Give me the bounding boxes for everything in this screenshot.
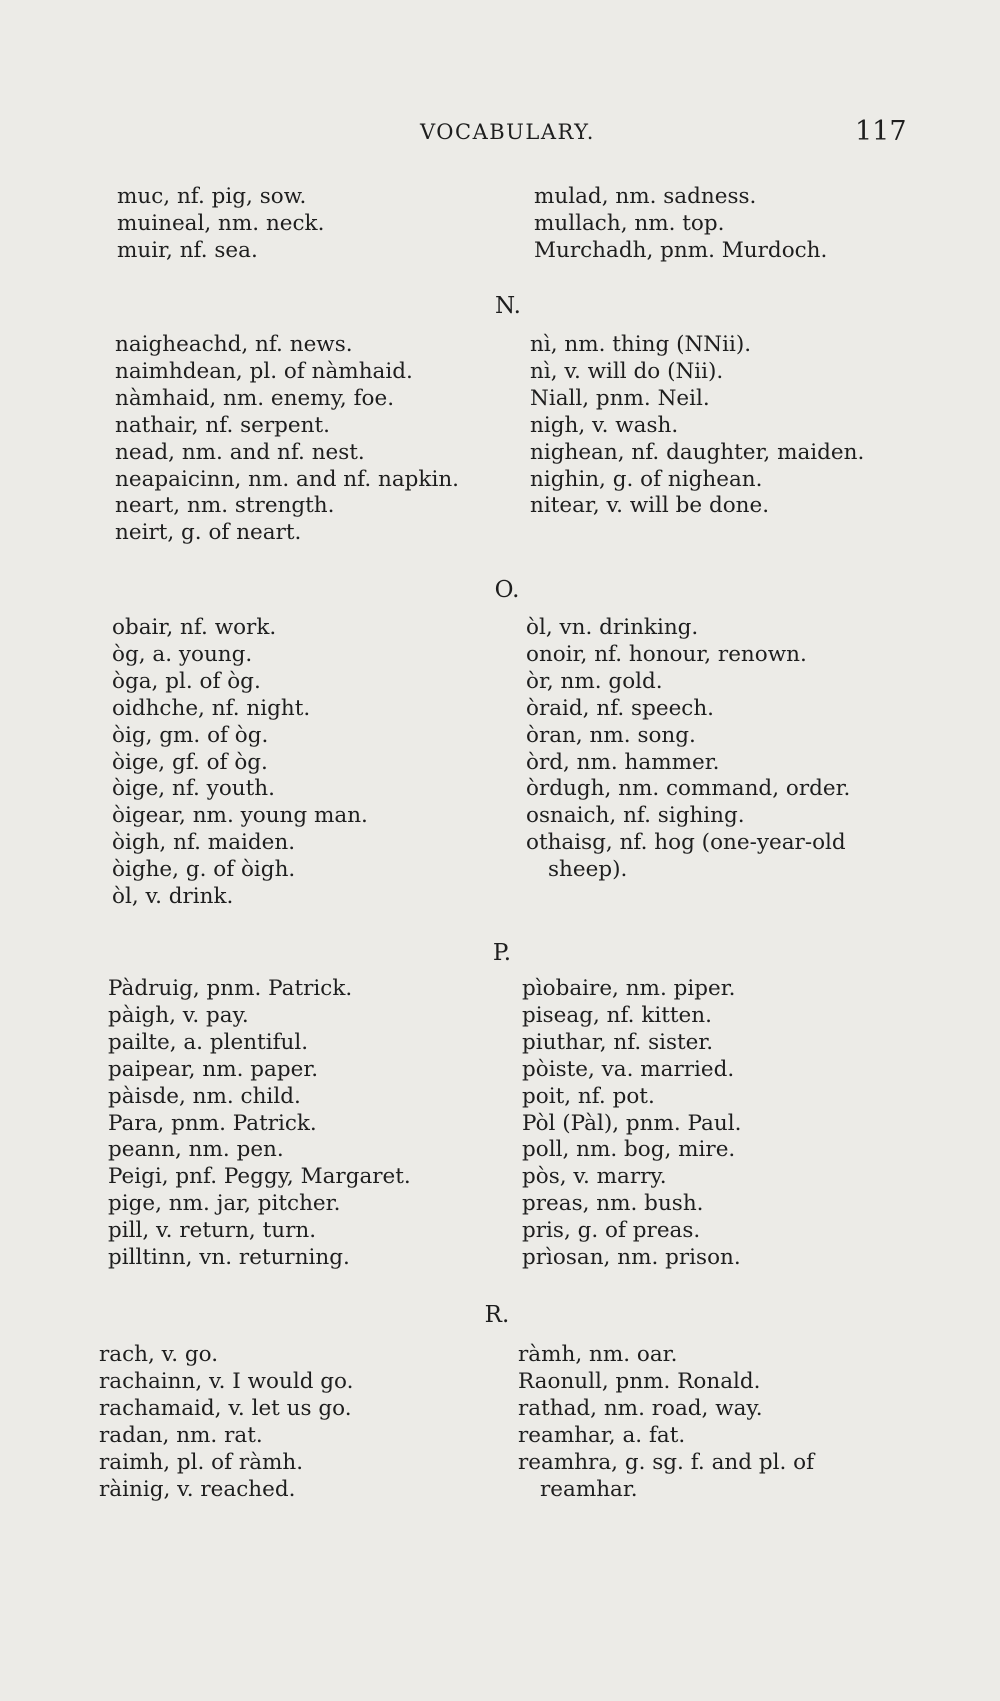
entry: ràinig, v. reached. xyxy=(99,1476,296,1502)
entry: neirt, g. of neart. xyxy=(115,520,302,546)
entry: muc, nf. pig, sow. xyxy=(117,184,307,209)
entry: neart, nm. strength. xyxy=(115,493,335,519)
entry: raimh, pl. of ràmh. xyxy=(99,1449,304,1475)
entry: pilltinn, vn. returning. xyxy=(108,1245,350,1271)
entry: nì, nm. thing (NNii). xyxy=(530,332,752,357)
entry: radan, nm. rat. xyxy=(99,1422,263,1448)
entry: òg, a. young. xyxy=(112,641,253,667)
entry: paipear, nm. paper. xyxy=(108,1056,319,1082)
entry: nigh, v. wash. xyxy=(530,412,679,438)
entry: pìobaire, nm. piper. xyxy=(522,976,736,1001)
entry: òighe, g. of òigh. xyxy=(112,857,296,883)
right-column xyxy=(522,976,741,1272)
left-column xyxy=(112,615,368,911)
entry: Raonull, pnm. Ronald. xyxy=(518,1368,761,1394)
entry: òig, gm. of òg. xyxy=(112,722,269,748)
entry: òl, vn. drinking. xyxy=(526,615,699,640)
entry: rachamaid, v. let us go. xyxy=(99,1395,352,1421)
right-column xyxy=(534,184,827,265)
letter-heading-r: R. xyxy=(484,1302,510,1328)
entry: osnaich, nf. sighing. xyxy=(526,803,745,829)
entry: peann, nm. pen. xyxy=(108,1137,284,1163)
entry: mullach, nm. top. xyxy=(534,210,725,236)
running-title: VOCABULARY. xyxy=(420,120,595,144)
entry: òran, nm. song. xyxy=(526,722,696,748)
entry: òga, pl. of òg. xyxy=(112,668,261,694)
entry: pòs, v. marry. xyxy=(522,1164,667,1190)
letter-heading-o: O. xyxy=(494,577,520,603)
entry: òige, nf. youth. xyxy=(112,776,275,802)
right-column xyxy=(530,332,864,520)
entry: rach, v. go. xyxy=(99,1342,219,1367)
entry: Murchadh, pnm. Murdoch. xyxy=(534,237,828,263)
entry: othaisg, nf. hog (one-year-old xyxy=(526,830,846,856)
left-column xyxy=(115,332,459,547)
entry: muir, nf. sea. xyxy=(117,237,258,263)
entry: ràmh, nm. oar. xyxy=(518,1342,678,1367)
entry: pàisde, nm. child. xyxy=(108,1083,301,1109)
entry: poit, nf. pot. xyxy=(522,1083,655,1109)
entry: òigh, nf. maiden. xyxy=(112,830,296,856)
entry: piuthar, nf. sister. xyxy=(522,1029,714,1055)
letter-heading-n: N. xyxy=(495,293,521,319)
entry: obair, nf. work. xyxy=(112,615,277,640)
entry: nighin, g. of nighean. xyxy=(530,466,763,492)
entry: nighean, nf. daughter, maiden. xyxy=(530,439,865,465)
entry: pailte, a. plentiful. xyxy=(108,1029,309,1055)
left-column xyxy=(108,976,411,1272)
entry: reamhra, g. sg. f. and pl. of xyxy=(518,1449,815,1475)
right-column xyxy=(526,615,850,884)
page-number: 117 xyxy=(855,116,907,147)
running-head xyxy=(110,116,910,152)
entry: muineal, nm. neck. xyxy=(117,210,325,236)
entry: Niall, pnm. Neil. xyxy=(530,385,710,411)
entry: piseag, nf. kitten. xyxy=(522,1002,712,1028)
letter-heading-p: P. xyxy=(492,940,512,966)
entry: òr, nm. gold. xyxy=(526,668,663,694)
entry-continuation: sheep). xyxy=(548,857,628,883)
entry: oidhche, nf. night. xyxy=(112,695,311,721)
entry: òraid, nf. speech. xyxy=(526,695,715,721)
entry: òrdugh, nm. command, order. xyxy=(526,776,851,802)
entry: rathad, nm. road, way. xyxy=(518,1395,763,1421)
entry: prìosan, nm. prison. xyxy=(522,1245,741,1271)
entry: òl, v. drink. xyxy=(112,884,234,910)
entry: òigear, nm. young man. xyxy=(112,803,368,829)
entry: onoir, nf. honour, renown. xyxy=(526,641,807,667)
entry: neapaicinn, nm. and nf. napkin. xyxy=(115,466,460,492)
entry: nì, v. will do (Nii). xyxy=(530,358,724,384)
entry: Pàdruig, pnm. Patrick. xyxy=(108,976,353,1001)
entry: mulad, nm. sadness. xyxy=(534,184,757,209)
entry: nathair, nf. serpent. xyxy=(115,412,330,438)
entry: pòiste, va. married. xyxy=(522,1056,735,1082)
entry: Para, pnm. Patrick. xyxy=(108,1110,317,1136)
entry: pill, v. return, turn. xyxy=(108,1218,317,1244)
entry-continuation: reamhar. xyxy=(540,1476,638,1502)
left-column xyxy=(117,184,324,265)
right-column xyxy=(518,1342,814,1503)
entry: nàmhaid, nm. enemy, foe. xyxy=(115,385,395,411)
entry: poll, nm. bog, mire. xyxy=(522,1137,736,1163)
left-column xyxy=(99,1342,353,1503)
entry: Pòl (Pàl), pnm. Paul. xyxy=(522,1110,742,1136)
entry: naimhdean, pl. of nàmhaid. xyxy=(115,358,413,384)
entry: òige, gf. of òg. xyxy=(112,749,268,775)
entry: naigheachd, nf. news. xyxy=(115,332,353,357)
entry: nitear, v. will be done. xyxy=(530,493,770,519)
entry: pige, nm. jar, pitcher. xyxy=(108,1191,341,1217)
entry: reamhar, a. fat. xyxy=(518,1422,686,1448)
entry: pris, g. of preas. xyxy=(522,1218,701,1244)
entry: Peigi, pnf. Peggy, Margaret. xyxy=(108,1164,411,1190)
entry: rachainn, v. I would go. xyxy=(99,1368,354,1394)
entry: preas, nm. bush. xyxy=(522,1191,704,1217)
entry: òrd, nm. hammer. xyxy=(526,749,720,775)
entry: pàigh, v. pay. xyxy=(108,1002,249,1028)
entry: nead, nm. and nf. nest. xyxy=(115,439,365,465)
